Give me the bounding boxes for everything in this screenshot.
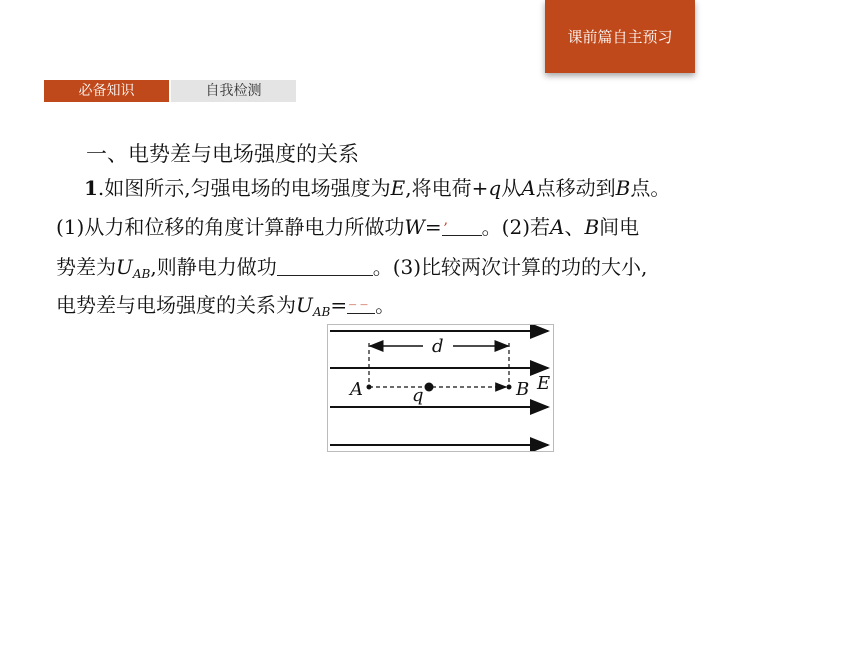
electric-field-figure bbox=[327, 324, 554, 452]
point-B bbox=[507, 385, 512, 390]
text: 。 bbox=[375, 293, 396, 317]
subscript-AB: AB bbox=[312, 305, 331, 319]
answer-blank-1[interactable] bbox=[442, 213, 482, 236]
var-E: E bbox=[390, 176, 406, 200]
text: 、 bbox=[564, 215, 585, 239]
var-A: A bbox=[521, 176, 536, 200]
label-A: A bbox=[350, 379, 363, 400]
var-q: q bbox=[488, 176, 502, 200]
section-title: 一、电势差与电场强度的关系 bbox=[86, 142, 359, 166]
label-q: q bbox=[412, 385, 424, 406]
text: ,将电荷+ bbox=[405, 176, 489, 200]
var-W: W bbox=[404, 215, 425, 239]
answer-1: , bbox=[443, 212, 449, 228]
text: = bbox=[424, 215, 442, 239]
text: 。(3)比较两次计算的功的大小, bbox=[372, 255, 648, 279]
field-diagram bbox=[328, 325, 553, 451]
question-line-1 bbox=[84, 173, 670, 203]
text: 。(2)若 bbox=[481, 215, 551, 239]
tab-bar bbox=[44, 80, 296, 102]
text: ,则静电力做功 bbox=[150, 255, 277, 279]
var-A: A bbox=[550, 215, 565, 239]
text: .如图所示,匀强电场的电场强度为 bbox=[97, 176, 391, 200]
tab-self-check[interactable]: 自我检测 bbox=[171, 80, 296, 102]
label-E: E bbox=[537, 373, 551, 394]
text: 间电 bbox=[599, 215, 640, 239]
answer-3: _ _ bbox=[349, 290, 368, 306]
question-line-2 bbox=[56, 212, 639, 242]
label-d: d bbox=[432, 336, 444, 357]
var-B: B bbox=[615, 176, 631, 200]
question-line-4 bbox=[56, 290, 395, 327]
charge-q bbox=[425, 383, 434, 392]
text: 从 bbox=[501, 176, 522, 200]
answer-blank-2[interactable] bbox=[277, 253, 373, 276]
text: 点。 bbox=[630, 176, 671, 200]
text: 电势差与电场强度的关系为 bbox=[56, 293, 296, 317]
var-U: U bbox=[296, 293, 313, 317]
point-A bbox=[367, 385, 372, 390]
text: 势差为 bbox=[56, 255, 116, 279]
answer-blank-3[interactable] bbox=[347, 291, 375, 314]
section-tab-preview[interactable]: 课前篇自主预习 bbox=[545, 0, 695, 73]
tab-essential-knowledge[interactable]: 必备知识 bbox=[44, 80, 169, 102]
text: (1)从力和位移的角度计算静电力所做功 bbox=[56, 215, 405, 239]
text: = bbox=[330, 293, 348, 317]
subscript-AB: AB bbox=[132, 267, 151, 281]
question-number: 1 bbox=[84, 176, 98, 200]
var-B: B bbox=[584, 215, 600, 239]
text: 点移动到 bbox=[535, 176, 616, 200]
var-U: U bbox=[116, 255, 133, 279]
label-B: B bbox=[516, 379, 530, 400]
